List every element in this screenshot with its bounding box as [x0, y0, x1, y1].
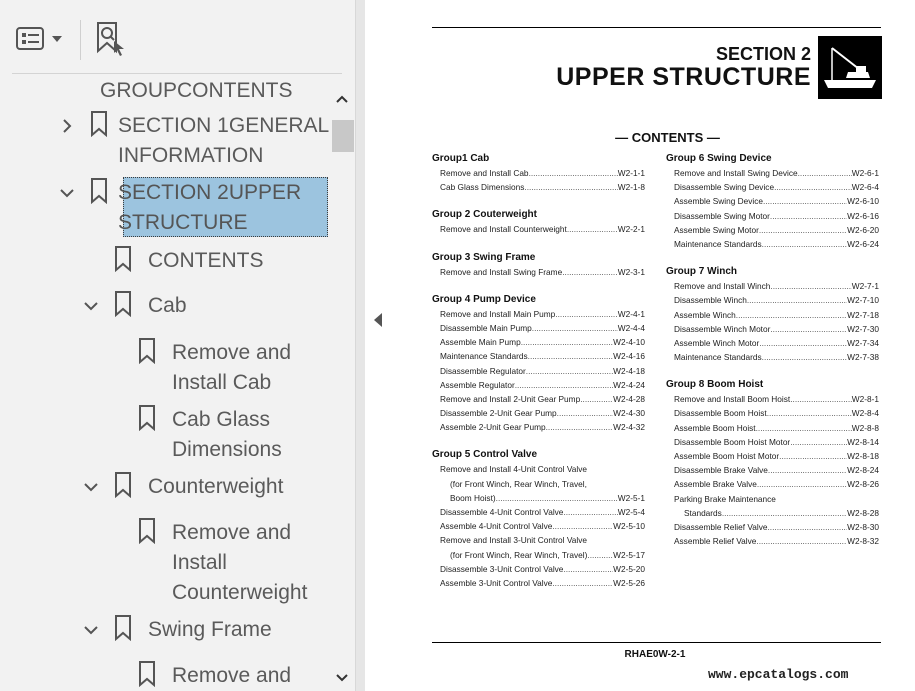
- entry-page: W2-7-38: [847, 352, 879, 363]
- entry-title: Remove and Install Main Pump: [440, 308, 556, 319]
- contents-entry[interactable]: [432, 349, 645, 363]
- bookmark-label: Cab: [148, 294, 187, 317]
- contents-entry[interactable]: [666, 477, 879, 491]
- leader-dots: [521, 335, 613, 349]
- entry-page: W2-8-24: [847, 465, 879, 476]
- leader-dots: [770, 279, 851, 293]
- contents-entry[interactable]: [666, 166, 879, 180]
- contents-entry[interactable]: [666, 435, 879, 449]
- bookmark-icon: [136, 338, 158, 368]
- leader-dots: [552, 519, 613, 533]
- contents-entry[interactable]: [432, 335, 645, 349]
- leader-dots: [524, 180, 617, 194]
- contents-entry[interactable]: [432, 477, 645, 491]
- contents-entry[interactable]: [432, 491, 645, 505]
- group-gap: [432, 237, 645, 251]
- bookmark-label-line: Remove and: [172, 341, 292, 364]
- leader-dots: [587, 548, 613, 562]
- contents-entry[interactable]: [432, 576, 645, 590]
- entry-page: W2-5-26: [613, 577, 645, 588]
- leader-dots: [767, 520, 847, 534]
- bookmark-icon: [112, 246, 134, 276]
- entry-title: Assemble 2-Unit Gear Pump: [440, 422, 546, 433]
- entry-page: W2-3-1: [617, 266, 645, 277]
- contents-entry[interactable]: [666, 492, 879, 506]
- chevron-down-icon: [51, 34, 65, 44]
- chevron-down-icon[interactable]: [80, 619, 102, 641]
- contents-entry[interactable]: [666, 336, 879, 350]
- leader-dots: [774, 180, 852, 194]
- contents-entry[interactable]: [432, 364, 645, 378]
- contents-entry[interactable]: [666, 194, 879, 208]
- bookmark-label-line: SECTION 2UPPER: [118, 181, 302, 204]
- leader-dots: [496, 491, 618, 505]
- entry-page: W2-7-18: [847, 309, 879, 320]
- contents-entry[interactable]: [432, 462, 645, 476]
- bookmark-remove-install-swing-frame[interactable]: [136, 661, 291, 691]
- contents-entry[interactable]: [666, 322, 879, 336]
- entry-page: W2-5-17: [613, 549, 645, 560]
- bookmark-icon: [136, 518, 158, 548]
- entry-page: W2-5-4: [617, 507, 645, 517]
- bookmark-icon: [112, 472, 134, 502]
- entry-page: W2-7-34: [847, 337, 879, 348]
- entry-page: W2-8-1: [851, 394, 879, 405]
- contents-entry[interactable]: [666, 520, 879, 534]
- entry-title: Assemble Swing Device: [674, 196, 763, 207]
- bookmark-icon: [112, 291, 134, 321]
- entry-title: Assemble Relief Valve: [674, 536, 757, 547]
- entry-page: W2-6-10: [847, 196, 879, 207]
- entry-page: W2-8-8: [851, 422, 879, 433]
- options-menu-button[interactable]: [15, 25, 65, 53]
- contents-entry[interactable]: [432, 180, 645, 194]
- entry-title: Assemble Regulator: [440, 379, 515, 390]
- entry-title: Assemble Boom Hoist Motor: [674, 451, 780, 461]
- bookmark-remove-install-counterweight[interactable]: [136, 518, 307, 608]
- group-gap: [666, 364, 879, 378]
- group-gap: [666, 251, 879, 265]
- contents-entry[interactable]: [666, 350, 879, 364]
- entry-title: Disassemble Swing Motor: [674, 210, 770, 221]
- entry-title: Disassemble Boom Hoist: [674, 408, 767, 419]
- contents-entry[interactable]: [666, 209, 879, 223]
- section-title: UPPER STRUCTURE: [556, 63, 811, 91]
- leader-dots: [736, 308, 847, 322]
- contents-entry[interactable]: [666, 506, 879, 520]
- entry-page: W2-4-30: [613, 408, 645, 419]
- entry-title: Disassemble Winch Motor: [674, 323, 771, 334]
- leader-dots: [798, 166, 852, 180]
- entry-title: Assemble Winch Motor: [674, 337, 760, 348]
- leader-dots: [580, 392, 613, 406]
- contents-right-column: [666, 152, 879, 548]
- entry-title: Remove and Install Counterweight: [440, 224, 567, 235]
- bookmark-section-1[interactable]: [56, 111, 329, 171]
- contents-entry[interactable]: [666, 237, 879, 251]
- contents-entry[interactable]: [432, 265, 645, 279]
- entry-title: Cab Glass Dimensions: [440, 182, 525, 193]
- contents-entry[interactable]: [666, 421, 879, 435]
- contents-entry[interactable]: [432, 505, 645, 519]
- entry-title: Disassemble Brake Valve: [674, 465, 768, 476]
- document-page: [420, 0, 915, 691]
- contents-entry[interactable]: [666, 223, 879, 237]
- leader-dots: [515, 378, 613, 392]
- contents-entry[interactable]: [432, 562, 645, 576]
- bookmark-icon: [88, 178, 110, 208]
- entry-title: Disassemble 3-Unit Control Valve: [440, 563, 564, 574]
- entry-title: Assemble Brake Valve: [674, 479, 757, 490]
- leader-dots: [770, 209, 847, 223]
- contents-entry[interactable]: [432, 222, 645, 236]
- leader-dots: [756, 421, 852, 435]
- bookmark-label: Swing Frame: [148, 618, 272, 641]
- entry-page: W2-6-16: [847, 210, 879, 221]
- chevron-down-icon: [335, 673, 349, 683]
- entry-page: W2-8-30: [847, 521, 879, 532]
- leader-dots: [562, 265, 618, 279]
- contents-left-column: [432, 152, 645, 590]
- contents-entry[interactable]: [666, 180, 879, 194]
- bookmark-label: Remove and: [172, 664, 292, 687]
- scroll-down-button[interactable]: [330, 669, 354, 687]
- bookmark-label-line: INFORMATION: [118, 144, 264, 167]
- chevron-down-icon[interactable]: [56, 182, 78, 204]
- find-bookmark-button[interactable]: [94, 21, 128, 57]
- contents-entry[interactable]: [432, 321, 645, 335]
- leader-dots: [557, 406, 614, 420]
- scroll-thumb[interactable]: [332, 120, 354, 152]
- group-gap: [432, 194, 645, 208]
- contents-entry[interactable]: [666, 449, 879, 463]
- entry-title: Remove and Install Swing Device: [674, 168, 798, 178]
- crane-icon: [818, 36, 882, 99]
- bookmark-cab-glass-dimensions[interactable]: [136, 405, 282, 465]
- bookmark-label-line: Install: [172, 551, 227, 574]
- contents-heading: — CONTENTS —: [615, 130, 720, 145]
- leader-dots: [762, 237, 848, 251]
- leader-dots: [763, 194, 847, 208]
- leader-dots: [563, 562, 613, 576]
- bookmark-label: Counterweight: [148, 475, 284, 498]
- entry-page: W2-6-24: [847, 238, 879, 249]
- leader-dots: [528, 349, 614, 363]
- bookmark-label-line: STRUCTURE: [118, 211, 248, 234]
- contents-entry[interactable]: [432, 533, 645, 547]
- entry-title: Parking Brake Maintenance: [674, 493, 776, 504]
- scroll-up-button[interactable]: [330, 90, 354, 108]
- leader-dots: [555, 307, 618, 321]
- entry-title: Assemble Winch: [674, 309, 736, 320]
- contents-entry[interactable]: [432, 548, 645, 562]
- entry-title: Remove and Install 3-Unit Control Valve: [440, 535, 587, 546]
- page-code: RHAE0W-2-1: [624, 649, 686, 660]
- leader-dots: [529, 166, 618, 180]
- entry-title: Maintenance Standards: [440, 351, 528, 362]
- leader-dots: [526, 364, 613, 378]
- contents-group-heading: Group 4 Pump Device: [432, 293, 536, 305]
- leader-dots: [747, 293, 847, 307]
- entry-page: W2-4-18: [613, 365, 645, 376]
- bookmark-icon: [136, 405, 158, 435]
- entry-page: W2-4-1: [617, 308, 645, 319]
- triangle-left-icon: [372, 311, 384, 329]
- bookmark-icon: [136, 661, 158, 691]
- group-gap: [432, 279, 645, 293]
- entry-page: W2-7-30: [847, 323, 879, 334]
- leader-dots: [779, 449, 847, 463]
- leader-dots: [757, 477, 847, 491]
- entry-title: Remove and Install 2-Unit Gear Pump: [440, 393, 581, 404]
- chevron-down-icon[interactable]: [80, 476, 102, 498]
- entry-title: Disassemble Boom Hoist Motor: [674, 436, 791, 447]
- entry-title: Disassemble Swing Device: [674, 182, 775, 193]
- entry-page: W2-5-10: [613, 521, 645, 532]
- header-rule: [432, 27, 881, 28]
- entry-page: W2-1-1: [617, 168, 645, 178]
- entry-title: Remove and Install Boom Hoist: [674, 394, 791, 405]
- bookmark-label: CONTENTS: [148, 249, 264, 272]
- bookmark-label-line: SECTION 1GENERAL: [118, 114, 330, 137]
- entry-page: W2-8-4: [851, 408, 879, 419]
- contents-entry[interactable]: [432, 420, 645, 434]
- entry-title: Remove and Install Winch: [674, 281, 771, 292]
- contents-entry[interactable]: [432, 519, 645, 533]
- contents-entry[interactable]: [432, 166, 645, 180]
- entry-title: Remove and Install 4-Unit Control Valve: [440, 464, 587, 475]
- leader-dots: [768, 463, 847, 477]
- bookmark-label-line: Cab Glass: [172, 408, 271, 431]
- panel-splitter[interactable]: [355, 0, 365, 691]
- entry-page: W2-8-28: [847, 507, 879, 518]
- entry-page: W2-8-32: [847, 536, 879, 547]
- entry-title: Disassemble Regulator: [440, 365, 526, 376]
- contents-entry[interactable]: [432, 378, 645, 392]
- contents-entry[interactable]: [666, 534, 879, 548]
- toolbar-underline: [12, 73, 342, 74]
- entry-title: Assemble Main Pump: [440, 337, 521, 348]
- leader-dots: [759, 336, 847, 350]
- entry-page: W2-7-1: [851, 281, 879, 292]
- bookmark-cab[interactable]: [80, 291, 187, 321]
- bookmark-groupcontents[interactable]: [100, 76, 293, 106]
- contents-entry[interactable]: [666, 279, 879, 293]
- contents-group-heading: Group 5 Control Valve: [432, 449, 538, 461]
- bookmarks-panel: [0, 0, 355, 691]
- entry-page: W2-4-32: [613, 422, 645, 433]
- entry-title: (for Front Winch, Rear Winch, Travel): [450, 549, 588, 560]
- entry-page: W2-4-4: [617, 322, 645, 333]
- chevron-up-icon: [335, 94, 349, 104]
- leader-dots: [532, 321, 618, 335]
- bookmark-icon: [112, 615, 134, 645]
- bookmark-contents[interactable]: [112, 246, 264, 276]
- entry-page: W2-6-1: [851, 168, 879, 178]
- bookmark-label: GROUPCONTENTS: [100, 79, 293, 102]
- entry-title: Disassemble Relief Valve: [674, 521, 768, 532]
- entry-page: W2-8-14: [847, 436, 879, 447]
- entry-title: Assemble 3-Unit Control Valve: [440, 577, 553, 588]
- toolbar-divider: [80, 20, 81, 60]
- website-watermark: www.epcatalogs.com: [708, 667, 849, 682]
- entry-title: Boom Hoist): [450, 492, 496, 503]
- entry-title: Maintenance Standards: [674, 238, 762, 249]
- leader-dots: [756, 534, 847, 548]
- contents-group-heading: Group 6 Swing Device: [666, 153, 772, 164]
- entry-page: W2-5-1: [617, 492, 645, 503]
- chevron-right-icon[interactable]: [56, 115, 78, 137]
- entry-title: Disassemble 4-Unit Control Valve: [440, 507, 564, 517]
- section-number: SECTION 2: [715, 44, 811, 64]
- leader-dots: [770, 322, 847, 336]
- entry-page: W2-8-18: [847, 451, 879, 461]
- contents-group-heading: Group 2 Couterweight: [432, 209, 537, 221]
- entry-page: W2-8-26: [847, 479, 879, 490]
- footer-rule: [432, 642, 881, 643]
- entry-title: Remove and Install Swing Frame: [440, 266, 563, 277]
- bookmarks-scrollbar[interactable]: [330, 84, 354, 691]
- entry-page: W2-1-8: [617, 182, 645, 193]
- bookmark-label-line: Counterweight: [172, 581, 308, 604]
- contents-entry[interactable]: [666, 392, 879, 406]
- leader-dots: [767, 406, 852, 420]
- bookmark-label-line: Install Cab: [172, 371, 272, 394]
- entry-page: W2-2-1: [617, 224, 645, 235]
- chevron-down-icon[interactable]: [80, 295, 102, 317]
- contents-group-heading: Group1 Cab: [432, 153, 490, 164]
- entry-title: Standards: [684, 507, 722, 518]
- entry-page: W2-7-10: [847, 295, 879, 306]
- entry-title: Disassemble 2-Unit Gear Pump: [440, 408, 557, 419]
- contents-group-heading: Group 3 Swing Frame: [432, 251, 536, 263]
- bookmark-remove-install-cab[interactable]: [136, 338, 291, 398]
- contents-entry[interactable]: [432, 307, 645, 321]
- bookmark-icon: [88, 111, 110, 141]
- bookmark-section-2[interactable]: [56, 178, 301, 238]
- leader-dots: [552, 576, 613, 590]
- entry-page: W2-6-20: [847, 224, 879, 235]
- entry-page: W2-6-4: [851, 182, 879, 193]
- group-gap: [432, 434, 645, 448]
- leader-dots: [563, 505, 617, 519]
- entry-page: W2-5-20: [613, 563, 645, 574]
- bookmark-label-line: Remove and: [172, 521, 292, 544]
- leader-dots: [546, 420, 614, 434]
- list-options-icon: [15, 25, 45, 53]
- leader-dots: [790, 392, 852, 406]
- leader-dots: [722, 506, 847, 520]
- entry-title: Maintenance Standards: [674, 352, 762, 363]
- leader-dots: [790, 435, 847, 449]
- entry-title: Assemble Boom Hoist: [674, 422, 756, 433]
- entry-page: W2-4-24: [613, 379, 645, 390]
- bookmark-label-line: Dimensions: [172, 438, 282, 461]
- entry-page: W2-4-10: [613, 337, 645, 348]
- contents-entry[interactable]: [432, 392, 645, 406]
- contents-group-heading: Group 7 Winch: [666, 266, 738, 278]
- leader-dots: [759, 223, 847, 237]
- entry-title: Assemble 4-Unit Control Valve: [440, 521, 553, 532]
- entry-page: W2-4-28: [613, 393, 645, 404]
- entry-page: W2-4-16: [613, 351, 645, 362]
- bookmark-counterweight[interactable]: [80, 472, 283, 502]
- contents-entry[interactable]: [666, 406, 879, 420]
- contents-entry[interactable]: [432, 406, 645, 420]
- bookmark-swing-frame[interactable]: [80, 615, 272, 645]
- entry-title: (for Front Winch, Rear Winch, Travel,: [450, 478, 587, 489]
- leader-dots: [762, 350, 848, 364]
- contents-entry[interactable]: [666, 293, 879, 307]
- entry-title: Disassemble Winch: [674, 295, 747, 306]
- entry-title: Disassemble Main Pump: [440, 322, 532, 333]
- find-bookmark-icon: [94, 21, 128, 57]
- leader-dots: [567, 222, 618, 236]
- contents-entry[interactable]: [666, 308, 879, 322]
- contents-entry[interactable]: [666, 463, 879, 477]
- collapse-panel-button[interactable]: [365, 300, 391, 340]
- contents-group-heading: Group 8 Boom Hoist: [666, 379, 764, 391]
- entry-title: Remove and Install Cab: [440, 168, 529, 178]
- entry-title: Assemble Swing Motor: [674, 224, 759, 235]
